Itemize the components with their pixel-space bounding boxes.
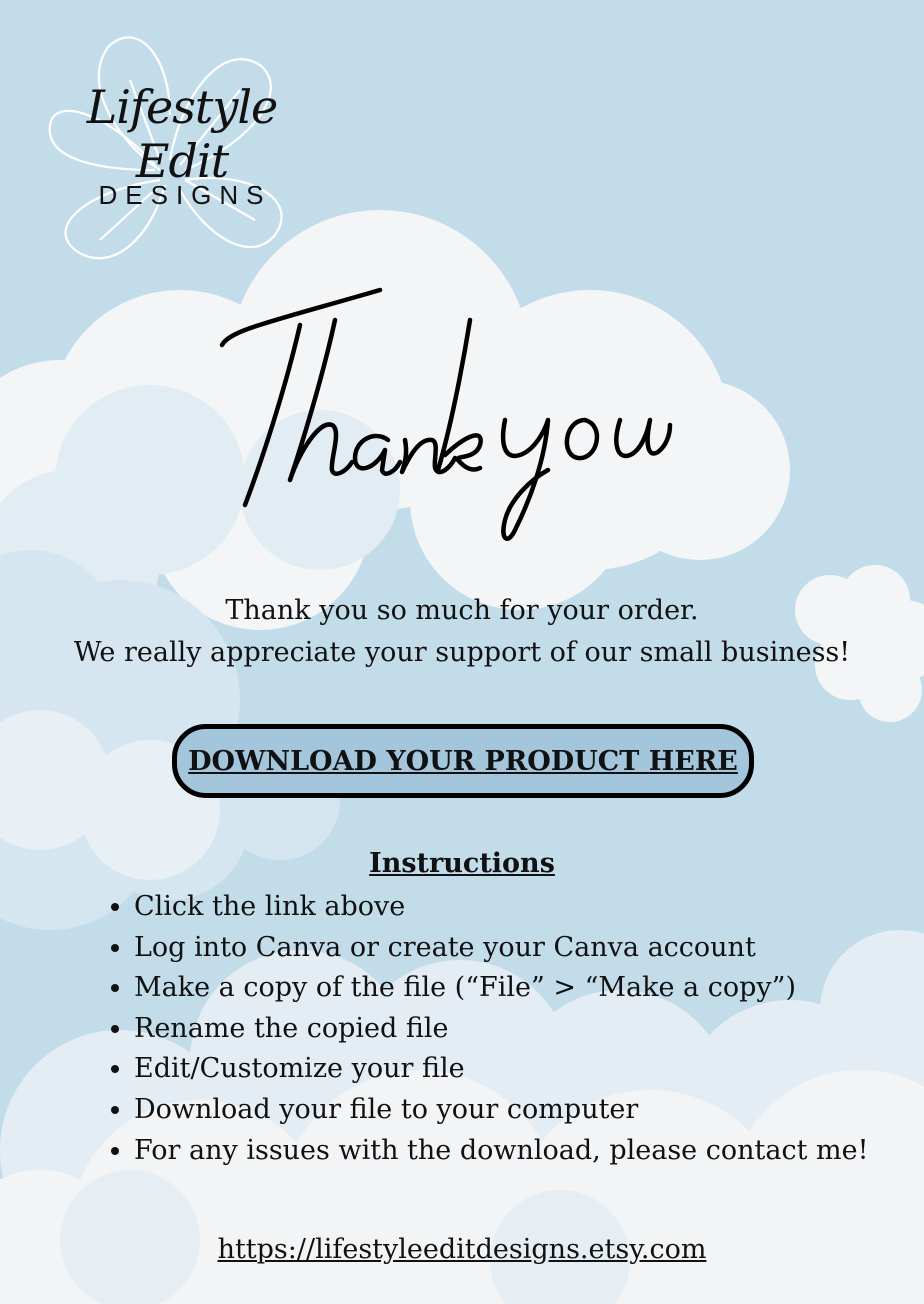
shop-url-link[interactable]: https://lifestyleeditdesigns.etsy.com bbox=[217, 1234, 707, 1265]
message-line-1: Thank you so much for your order. bbox=[225, 595, 699, 626]
instructions-title: Instructions bbox=[369, 848, 555, 879]
list-item: • Rename the copied file bbox=[134, 1009, 868, 1050]
list-item: • For any issues with the download, please contact me! bbox=[134, 1131, 868, 1172]
brand-logo bbox=[20, 20, 310, 280]
list-item: • Download your file to your computer bbox=[134, 1090, 868, 1131]
logo-script-text: Lifestyle Edit bbox=[86, 80, 278, 188]
list-item: • Log into Canva or create your Canva account bbox=[134, 928, 868, 969]
headline bbox=[0, 520, 924, 521]
list-item: • Click the link above bbox=[134, 887, 868, 928]
list-item: • Edit/Customize your file bbox=[134, 1049, 868, 1090]
list-item: • Make a copy of the file (“File” > “Make a copy”) bbox=[134, 968, 868, 1009]
message-line-2: We really appreciate your support of our small business! bbox=[73, 637, 851, 668]
thank-you-message bbox=[0, 590, 924, 674]
logo-caption: DESIGNS bbox=[98, 180, 272, 210]
download-product-button[interactable]: DOWNLOAD YOUR PRODUCT HERE bbox=[172, 724, 754, 798]
thank-you-script bbox=[0, 285, 924, 555]
instructions-list bbox=[100, 887, 868, 1171]
